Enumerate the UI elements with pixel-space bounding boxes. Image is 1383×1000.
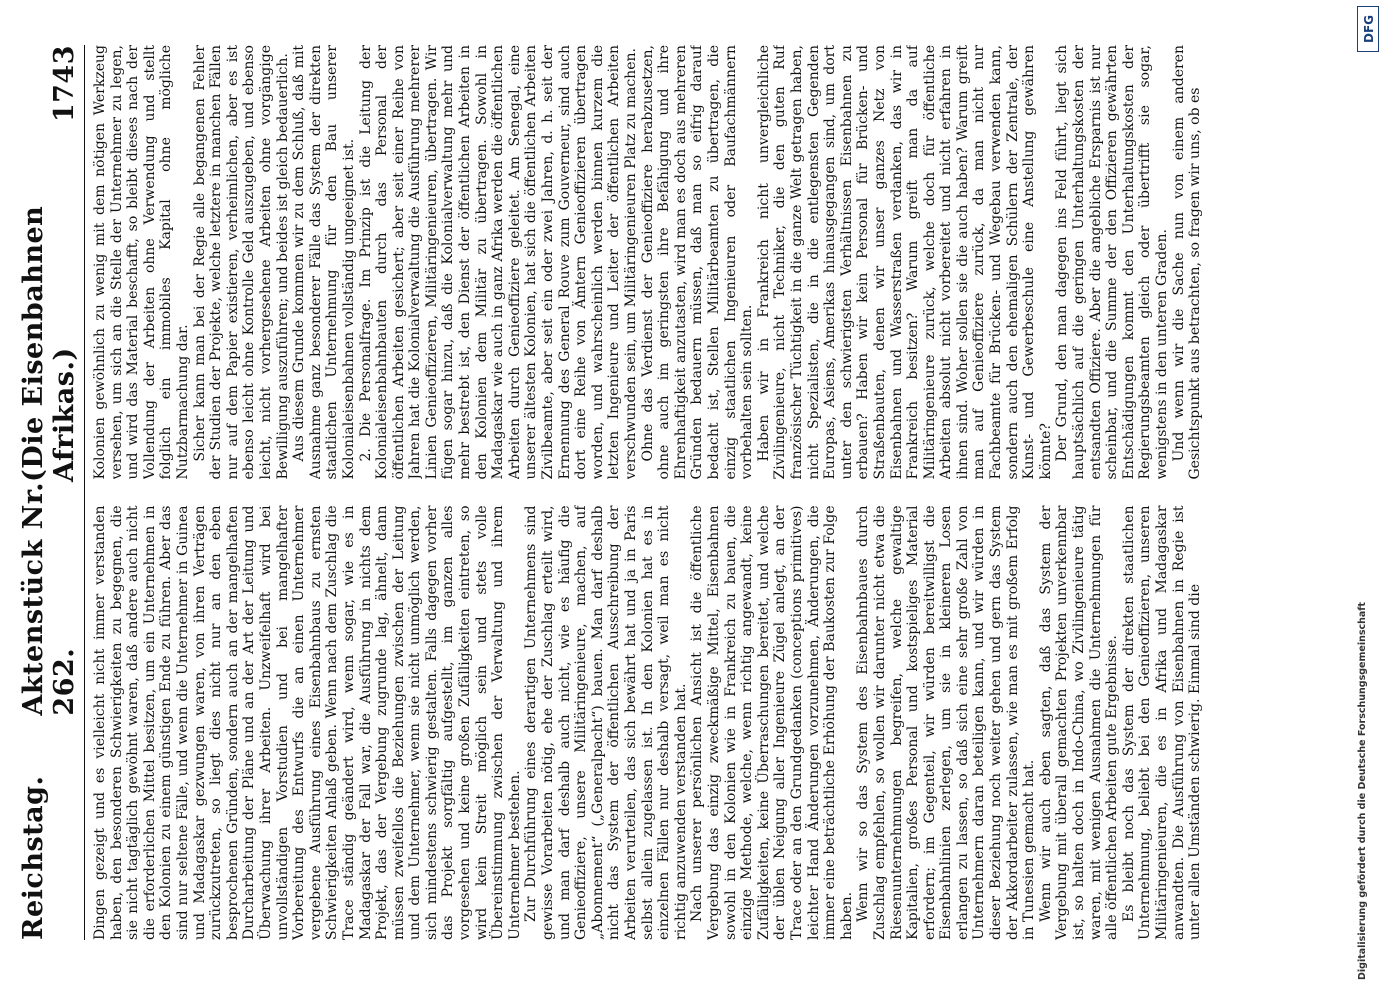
header-reichstag: Reichstag. [18,775,49,940]
page-header [18,45,85,940]
paragraph: Haben wir in Frankreich nicht unvergleichliche Zivilingenieure, nicht Techniker, die den guten Ruf französischer Tüchtigkeit in die ganze Welt getragen haben, nicht Spezialisten, die in die entlegensten Gegenden Europas, Asiens, Amerikas hinausgegangen sind, um dort unter den schwierigsten Verhältnissen Eisenbahnen zu erbauen? Haben wir kein Personal für Brücken- und Straßenbauten, denen wir unser ganzes Netz von Eisenbahnen und Wasserstraßen verdanken, das wir in Frankreich besitzen? Warum greift man da auf Militäringenieure zurück, welche doch für öffentliche Arbeiten absolut nicht vorbereitet und nicht erfahren in ihnen sind. Woher sollen sie die auch haben? Warum greift man auf Genieoffiziere zurück, da man nicht nur Fachbeamte für Brücken- und Wegebau verwenden kann, sondern auch den ehemaligen Schülern der Zentrale, der Kunst- und Gewerbeschule eine Anstellung gewähren könnte? [755,45,1054,480]
header-title: (Die Eisenbahnen Afrikas.) [18,205,80,482]
paragraph: Und wenn wir die Sache nun von einem anderen Gesichtspunkt aus betrachten, so fragen wir uns, ob es [1170,45,1204,480]
paragraph: Es bleibt noch das System der direkten staatlichen Unternehmung, beliebt bei den Genieoffizieren, unseren Militäringenieuren, die es in Afrika und Madagaskar anwandten. Die Ausführung von Eisenbahnen in Regie ist unter allen Umständen schwierig. Einmal sind die [1120,505,1204,940]
paragraph: Aus diesem Grunde kommen wir zu dem Schluß, daß mit Ausnahme ganz besonderer Fälle das System der direkten staatlichen Unternehmung für den Bau unserer Kolonialeisenbahnen vollständig ungeeignet ist. [291,45,357,480]
paragraph: Kolonien gewöhnlich zu wenig mit dem nötigen Werkzeug versehen, um sich an die Stelle der Unternehmer zu legen, und wird das Material beschafft, so bleibt dieses nach der Vollendung der Arbeiten ohne Verwendung und stellt folglich ein immobiles Kapital ohne mögliche Nutzbarmachung dar. [92,45,191,480]
digitization-credit-text: Digitalisierung gefördert durch die Deutsche Forschungsgemeinschaft [1357,602,1368,980]
paragraph: Nach unserer persönlichen Ansicht ist die öffentliche Vergebung das einzig zweckmäßige Mittel, Eisenbahnen sowohl in den Kolonien wie in Frankreich zu bauen, die einzige Methode, welche, wenn richtig angewandt, keine Zufälligkeiten, keine Überraschungen bereitet, und welche der üblen Neigung aller Ingenieure Zügel anlegt, an der Trace oder an den Grundgedanken (conceptions primitives) leichter Hand Änderungen vorzunehmen, Änderungen, die immer eine beträchtliche Erhöhung der Baukosten zur Folge haben. [689,505,855,940]
paragraph: 2. Die Personalfrage. Im Prinzip ist die Leitung der Kolonialeisenbahnbauten durch das Personal der öffentlichen Arbeiten gesichert; aber seit einer Reihe von Jahren hat die Kolonialverwaltung die Ausführung mehrerer Linien Genieoffizieren, Militäringenieuren, übertragen. Wir fügen sogar hinzu, daß die Kolonialverwaltung mehr und mehr bestrebt ist, den Dienst der öffentlichen Arbeiten in den Kolonien dem Militär zu übertragen. Sowohl in Madagaskar wie auch in ganz Afrika werden die öffentlichen Arbeiten durch Genieoffiziere geleitet. Am Senegal, eine unserer ältesten Kolonien, hat sich die öffentlichen Arbeiten Zivilbeamte, aber seit ein oder zwei Jahren, d. h. seit der Ernennung des General Rouve zum Gouverneur, sind auch dort eine Reihe von Ämtern Genieoffizieren übertragen worden, und wahrscheinlich werden binnen kurzem die letzten Ingenieure und Leiter der öffentlichen Arbeiten verschwunden sein, um Militäringenieuren Platz zu machen. [357,45,639,480]
digitization-credit [1355,160,1375,980]
paragraph: Sicher kann man bei der Regie alle begangenen Fehler der Studien der Projekte, welche letztere in manchen Fällen nur auf dem Papier existieren, verheimlichen, aber es ist ebenso leicht ohne Kontrolle Geld auszugeben, und ebenso leicht, nicht vorhergesehene Arbeiten ohne vorgängige Bewilligung auszuführen; und beides ist gleich bedauerlich. [191,45,291,480]
paragraph: Zur Durchführung eines derartigen Unternehmens sind gewisse Vorarbeiten nötig, ehe der Zuschlag erteilt wird, und man darf deshalb auch nicht, wie es häufig die Genieoffiziere, unsere Militäringenieure, machen, auf „Abonnement“ („Generalpacht“) bauen. Man darf deshalb nicht das System der öffentlichen Ausschreibung der Arbeiten verurteilen, das sich bewährt hat und ja in Paris selbst allein zugelassen ist. In den Kolonien hat es in einzelnen Fällen nur deshalb versagt, weil man es nicht richtig anzuwenden verstanden hat. [523,505,689,940]
header-document-number: Aktenstück Nr. 262. [18,481,80,716]
paragraph: Der Grund, den man dagegen ins Feld führt, liegt sich hauptsächlich auf die geringen Unterhaltungskosten der entsandten Offiziere. Aber die angebliche Ersparnis ist nur scheinbar, und die Summe der den Offizieren gewährten Entschädigungen kommt den Unterhaltungskosten der Regierungsbeamten gleich oder übertrifft sie sogar, wenigstens in den unteren Graden. [1054,45,1170,480]
paragraph: Wenn wir so das System des Eisenbahnbaues durch Zuschlag empfehlen, so wollen wir darunter nicht etwa die Riesenunternehmungen begreifen, welche gewaltige Kapitalien, großes Personal und kostspieliges Material erfordern; im Gegenteil, wir würden bereitwilligst die Eisenbahnlinien zerlegen, um sie in kleineren Losen erlangen zu lassen, so daß sich eine sehr große Zahl von Unternehmern daran beteiligen kann, und wir würden in dieser Beziehung noch weiter gehen und gern das System der Akkordarbeiter zulassen, wie man es mit großem Erfolg in Tunesien gemacht hat. [855,505,1038,940]
dfg-logo-text: DFG [1362,15,1376,44]
document-body [92,45,1323,940]
text-column-right [92,45,1323,480]
dfg-logo [1357,6,1379,52]
text-column-left [92,506,1323,941]
page-number: 1743 [49,45,80,123]
paragraph: Ohne das Verdienst der Genieoffiziere herabzusetzen, ohne auch im geringsten ihre Befähigung und ihre Ehrenhaftigkeit anzutasten, wird man es doch aus mehreren Gründen bedauern müssen, daß man so eifrig darauf bedacht ist, Stellen Militärbeamten zu übertragen, die einzig staatlichen Ingenieuren oder Baufachmännern vorbehalten sein sollten. [639,45,756,480]
paragraph: Wenn wir auch eben sagten, daß das System der Vergebung mit überall gemachten Projekten unverkennbar ist, so halten doch in Indo-China, wo Zivilingenieure tätig waren, mit wenigen Ausnahmen die Unternehmungen für alle öffentlichen Arbeiten gute Ergebnisse. [1037,505,1121,940]
paragraph: Dingen gezeigt und es vielleicht nicht immer verstanden haben, den besonderen Schwierigkeiten zu begegnen, die sie nicht tagtäglich gewöhnt waren, daß andere auch nicht die erforderlichen Mittel besitzen, um ein Unternehmen in den Kolonien zu einem günstigen Ende zu führen. Aber das sind nur seltene Fälle, und wenn die Unternehmer in Guinea und Madagaskar gezwungen waren, von ihren Verträgen zurückzutreten, so liegt dies nicht nur an den eben besprochenen Gründen, sondern auch an der mangelhaften Durcharbeitung der Pläne und an der Art der Leitung und Überwachung ihrer Arbeiten. Unzweifelhaft wird bei unvollständigen Vorstudien und bei mangelhafter Vorbereitung des Entwurfs die an einen Unternehmer vergebene Ausführung eines Eisenbahnbaus zu ernsten Schwierigkeiten Anlaß geben. Wenn nach dem Zuschlag die Trace ständig geändert wird, wenn sogar, wie es in Madagaskar der Fall war, die Ausführung in nichts dem Projekt, das der Vergebung zugrunde lag, ähnelt, dann müssen zweifellos die Beziehungen zwischen der Leitung und dem Unternehmer, wenn sie nicht unmöglich werden, sich mindestens schwierig gestalten. Falls dagegen vorher das Projekt sorgfältig aufgestellt, im ganzen alles vorgesehen und keine großen Zufälligkeiten eintreten, so wird kein Streit möglich sein und stets volle Übereinstimmung zwischen der Verwaltung und ihrem Unternehmer bestehen. [92,505,523,940]
